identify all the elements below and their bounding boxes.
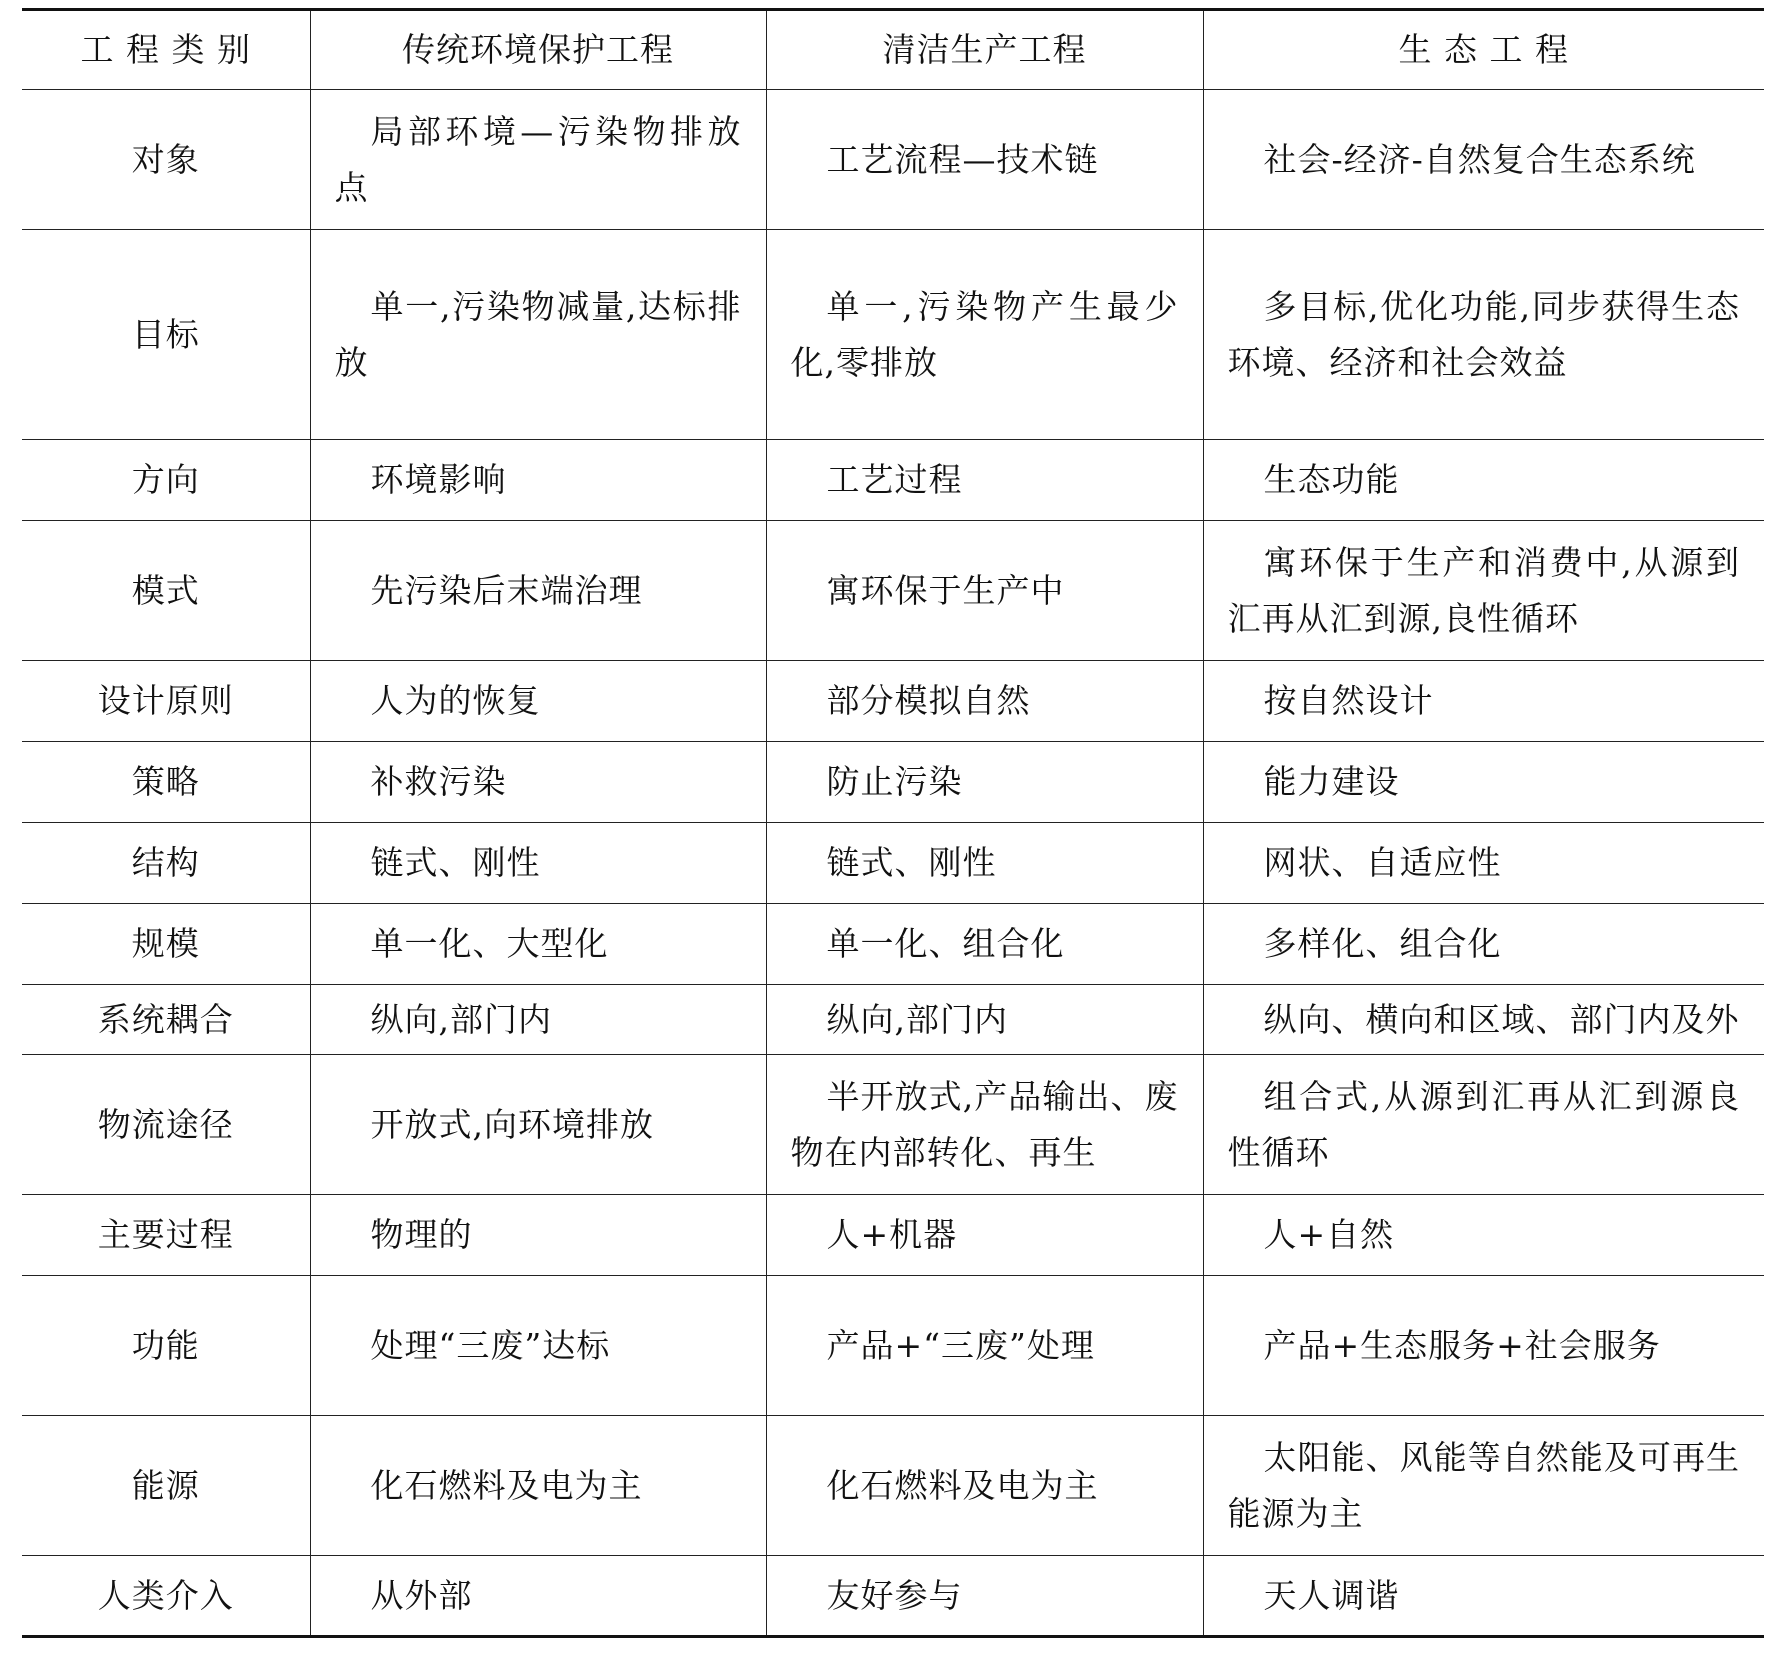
comparison-table: [22, 8, 1764, 1638]
row-category: 设计原则: [22, 661, 310, 742]
comparison-table-wrapper: [22, 8, 1764, 1638]
cell-traditional: 处理“三废”达标: [310, 1276, 766, 1416]
cell-ecological: 产品+生态服务+社会服务: [1203, 1276, 1764, 1416]
cell-traditional: 补救污染: [310, 742, 766, 823]
table-row: [22, 742, 1764, 823]
cell-ecological: 网状、自适应性: [1203, 823, 1764, 904]
table-row: [22, 661, 1764, 742]
cell-cleaner: 链式、刚性: [766, 823, 1203, 904]
cell-ecological: 人+自然: [1203, 1195, 1764, 1276]
row-category: 系统耦合: [22, 985, 310, 1055]
cell-traditional: 开放式,向环境排放: [310, 1055, 766, 1195]
cell-cleaner: 单一化、组合化: [766, 904, 1203, 985]
table-row: [22, 985, 1764, 1055]
row-category: 结构: [22, 823, 310, 904]
cell-cleaner: 化石燃料及电为主: [766, 1416, 1203, 1556]
cell-ecological: 太阳能、风能等自然能及可再生能源为主: [1203, 1416, 1764, 1556]
cell-traditional: 纵向,部门内: [310, 985, 766, 1055]
row-category: 方向: [22, 440, 310, 521]
cell-cleaner: 单一,污染物产生最少化,零排放: [766, 230, 1203, 440]
cell-traditional: 化石燃料及电为主: [310, 1416, 766, 1556]
cell-cleaner: 工艺过程: [766, 440, 1203, 521]
header-category: 工 程 类 别: [22, 10, 310, 90]
row-category: 策略: [22, 742, 310, 823]
cell-ecological: 社会-经济-自然复合生态系统: [1203, 90, 1764, 230]
row-category: 对象: [22, 90, 310, 230]
cell-cleaner: 纵向,部门内: [766, 985, 1203, 1055]
table-row: [22, 440, 1764, 521]
cell-cleaner: 寓环保于生产中: [766, 521, 1203, 661]
cell-ecological: 能力建设: [1203, 742, 1764, 823]
table-row: [22, 90, 1764, 230]
table-row: [22, 1416, 1764, 1556]
table-row: [22, 904, 1764, 985]
cell-ecological: 纵向、横向和区域、部门内及外: [1203, 985, 1764, 1055]
cell-traditional: 局部环境—污染物排放点: [310, 90, 766, 230]
table-row: [22, 1195, 1764, 1276]
cell-ecological: 寓环保于生产和消费中,从源到汇再从汇到源,良性循环: [1203, 521, 1764, 661]
table-header-row: [22, 10, 1764, 90]
cell-cleaner: 友好参与: [766, 1556, 1203, 1637]
cell-traditional: 物理的: [310, 1195, 766, 1276]
table-row: [22, 1055, 1764, 1195]
cell-ecological: 生态功能: [1203, 440, 1764, 521]
row-category: 模式: [22, 521, 310, 661]
cell-cleaner: 部分模拟自然: [766, 661, 1203, 742]
table-row: [22, 1276, 1764, 1416]
cell-cleaner: 人+机器: [766, 1195, 1203, 1276]
row-category: 人类介入: [22, 1556, 310, 1637]
row-category: 目标: [22, 230, 310, 440]
cell-ecological: 组合式,从源到汇再从汇到源良性循环: [1203, 1055, 1764, 1195]
header-cleaner: 清洁生产工程: [766, 10, 1203, 90]
cell-ecological: 天人调谐: [1203, 1556, 1764, 1637]
cell-traditional: 环境影响: [310, 440, 766, 521]
row-category: 功能: [22, 1276, 310, 1416]
table-row: [22, 230, 1764, 440]
table-row: [22, 823, 1764, 904]
cell-cleaner: 工艺流程—技术链: [766, 90, 1203, 230]
cell-ecological: 多样化、组合化: [1203, 904, 1764, 985]
cell-traditional: 链式、刚性: [310, 823, 766, 904]
row-category: 能源: [22, 1416, 310, 1556]
cell-traditional: 单一化、大型化: [310, 904, 766, 985]
header-ecological: 生 态 工 程: [1203, 10, 1764, 90]
table-row: [22, 521, 1764, 661]
cell-traditional: 从外部: [310, 1556, 766, 1637]
header-traditional: 传统环境保护工程: [310, 10, 766, 90]
cell-ecological: 多目标,优化功能,同步获得生态环境、经济和社会效益: [1203, 230, 1764, 440]
row-category: 物流途径: [22, 1055, 310, 1195]
cell-traditional: 先污染后末端治理: [310, 521, 766, 661]
table-row: [22, 1556, 1764, 1637]
cell-traditional: 单一,污染物减量,达标排放: [310, 230, 766, 440]
cell-ecological: 按自然设计: [1203, 661, 1764, 742]
row-category: 规模: [22, 904, 310, 985]
cell-cleaner: 半开放式,产品输出、废物在内部转化、再生: [766, 1055, 1203, 1195]
cell-cleaner: 产品+“三废”处理: [766, 1276, 1203, 1416]
cell-cleaner: 防止污染: [766, 742, 1203, 823]
cell-traditional: 人为的恢复: [310, 661, 766, 742]
row-category: 主要过程: [22, 1195, 310, 1276]
